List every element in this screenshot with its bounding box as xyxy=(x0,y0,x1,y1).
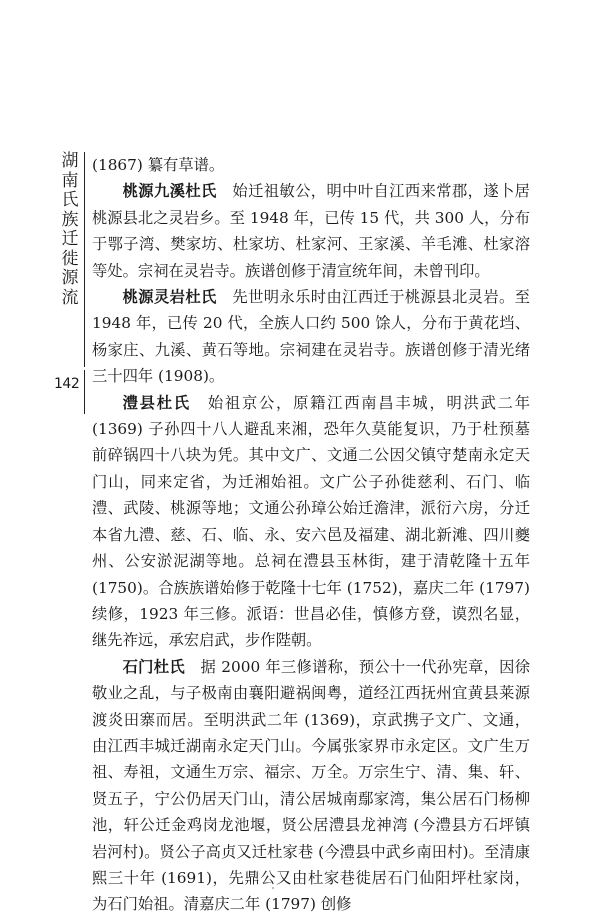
paragraph xyxy=(92,152,530,178)
paragraph-heading: 石门杜氏 xyxy=(122,657,185,676)
paragraph-text: 始迁祖敏公，明中叶自江西来常郡，遂卜居桃源县北之灵岩乡。至 1948 年，已传 15 代，共 300 人，分布于鄂子湾、樊家坊、杜家坊、杜家河、王家溪、羊毛滩、杜家溶等处。宗祠在灵岩寺。族谱创修于清宣统年间，未曾刊印。 xyxy=(92,182,531,280)
paragraph-heading: 桃源九溪杜氏 xyxy=(122,182,217,201)
scan-speck xyxy=(272,887,274,889)
margin-rule-top xyxy=(84,152,85,367)
paragraph-text: 始祖京公，原籍江西南昌丰城，明洪武二年 (1369) 子孙四十八人避乱来湘，恐年久莫能复识，乃于杜预墓前碎锅四十八块为凭。其中文广、文通二公因父镇守楚南永定天门山，同来定省，为迁湘始祖。文广公子孙徙慈利、石门、临澧、武陵、桃源等地；文通公孙璋公始迁澹津，派衍六房，分迁本省九澧、慈、石、临、永、安六邑及福建、湖北新滩、四川夔州、公安淤泥湖等地。总祠在澧县玉林街，建于清乾隆十五年 (1750)。合族族谱始修于乾隆十七年 (1752)，嘉庆二年 (1797) 续修，1923 年三修。派语：世昌必佳，慎修方登，谟烈名显，继先祚远，承宏启武，步作陛朝。 xyxy=(92,393,530,650)
paragraph-heading: 桃源灵岩杜氏 xyxy=(122,288,217,307)
paragraph-text: (1867) 纂有草谱。 xyxy=(92,156,225,174)
paragraph-heading: 澧县杜氏 xyxy=(122,393,191,412)
running-title: 湖南氏族迁徙源流 xyxy=(61,151,79,308)
body-text xyxy=(92,152,530,918)
paragraph xyxy=(92,390,530,654)
margin-rule-bottom xyxy=(84,370,85,414)
paragraph xyxy=(92,654,530,918)
paragraph xyxy=(92,284,530,390)
paragraph-text: 先世明永乐时由江西迁于桃源县北灵岩。至 1948 年，已传 20 代，全族人口约 500 馀人，分布于黄花垱、杨家庄、九溪、黄石等地。宗祠建在灵岩寺。族谱创修于清光绪三十四年 (1908)。 xyxy=(92,288,530,386)
page-number: 142 xyxy=(54,376,80,392)
paragraph-text: 据 2000 年三修谱称，预公十一代孙宪章，因徐敬业之乱，与子极南由襄阳避祸闽粤，道经江西抚州宜黄县莱源渡炎田寨而居。至明洪武二年 (1369)，京武携子文广、文通，由江西丰城迁湖南永定天门山。今属张家界市永定区。文广生万祖、寿祖，文通生万宗、福宗、万全。万宗生宁、清、集、轩、贤五子，宁公仍居天门山，清公居城南鄢家湾，集公居石门杨柳池，轩公迁金鸡岗龙池堰，贤公居澧县龙神湾 (今澧县方石坪镇岩河村)。贤公子高贞又迁杜家巷 (今澧县中武乡南田村)。至清康熙三十年 (1691)，先鼎公又由杜家巷徙居石门仙阳坪杜家岗，为石门始祖。清嘉庆二年 (1797) 创修 xyxy=(92,657,530,914)
paragraph xyxy=(92,178,530,284)
